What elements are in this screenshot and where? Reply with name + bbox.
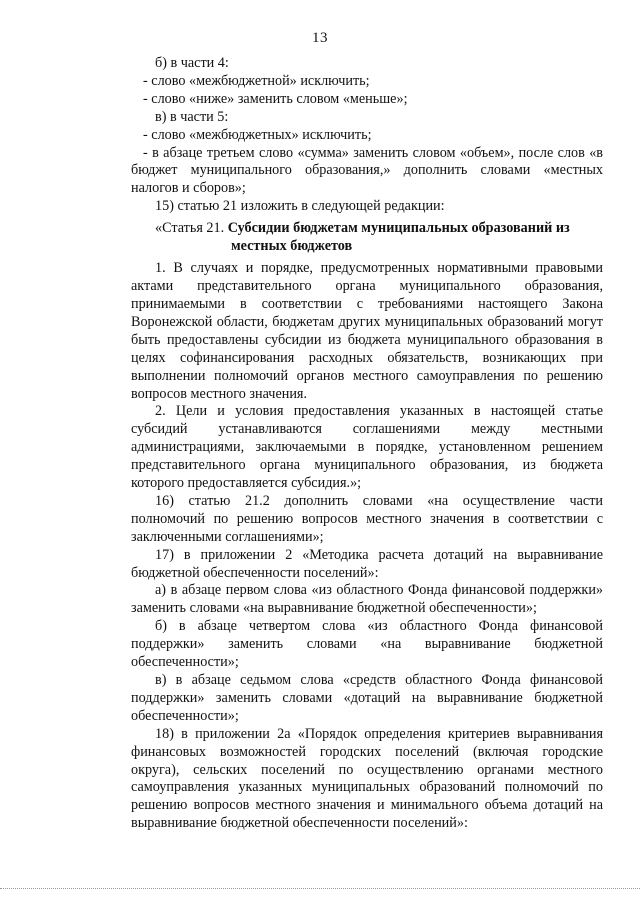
paragraph: 2. Цели и условия предоставления указанных в настоящей статье субсидий устанавливаются соглашениями между местными администрациями, заключаемыми в порядке, установленном решением представительного органа муниципального образования, из бюджета которого предоставляется субсидия.»;	[131, 403, 603, 492]
article-title: Субсидии бюджетам муниципальных образований из	[227, 220, 570, 237]
paragraph: б) в части 4:	[155, 55, 229, 71]
article-heading	[131, 220, 603, 255]
paragraph: - слово «межбюджетных» исключить;	[143, 126, 372, 143]
paragraph: 1. В случаях и порядке, предусмотренных нормативными правовыми актами представительного органа муниципального образования, принимаемыми в соответствии с требованиями настоящего Закона Воронежской области, бюджетам других муниципальных образований могут быть предоставлены субсидии из бюджета муниципального образования в целях софинансирования расходных обязательств, возникающих при выполнении полномочий органов местного самоуправления по решению вопросов местного значения.	[131, 260, 603, 402]
paragraph: а) в абзаце первом слова «из областного Фонда финансовой поддержки» заменить словами «на выравнивание бюджетной обеспеченности»;	[131, 582, 603, 617]
paragraph: 15) статью 21 изложить в следующей редакции:	[155, 198, 445, 215]
paragraph: в) в части 5:	[155, 108, 229, 125]
paragraph: - в абзаце третьем слово «сумма» заменить словом «объем», после слов «в бюджет муниципального образования,» дополнить словами «местных налогов и сборов»;	[131, 144, 603, 197]
page-edge-divider	[0, 888, 640, 890]
paragraph: б) в абзаце четвертом слова «из областного Фонда финансовой поддержки» заменить словами «на выравнивание бюджетной обеспеченности»;	[131, 618, 603, 671]
document-body	[131, 55, 603, 833]
paragraph: - слово «ниже» заменить словом «меньше»;	[143, 90, 408, 107]
article-title-continued: местных бюджетов	[231, 237, 353, 254]
paragraph: в) в абзаце седьмом слова «средств областного Фонда финансовой поддержки» заменить словами «дотаций на выравнивание бюджетной обеспеченности»;	[131, 672, 603, 724]
paragraph: 17) в приложении 2 «Методика расчета дотаций на выравнивание бюджетной обеспеченности поселений»:	[131, 546, 603, 581]
article-lead: «Статья 21.	[155, 220, 225, 237]
page-number: 13	[312, 30, 328, 46]
paragraph: 16) статью 21.2 дополнить словами «на осуществление части полномочий по решению вопросов местного значения в соответствии с заключенными соглашениями»;	[131, 492, 603, 545]
paragraph: 18) в приложении 2а «Порядок определения критериев выравнивания финансовых возможностей городских поселений (включая городские округа), сельских поселений по осуществлению органами местного самоуправления указанных муниципальных образований полномочий по решению вопросов местного значения и минимального объема дотаций на выравнивание бюджетной обеспеченности поселений»:	[131, 725, 603, 832]
paragraph: - слово «межбюджетной» исключить;	[143, 72, 370, 89]
